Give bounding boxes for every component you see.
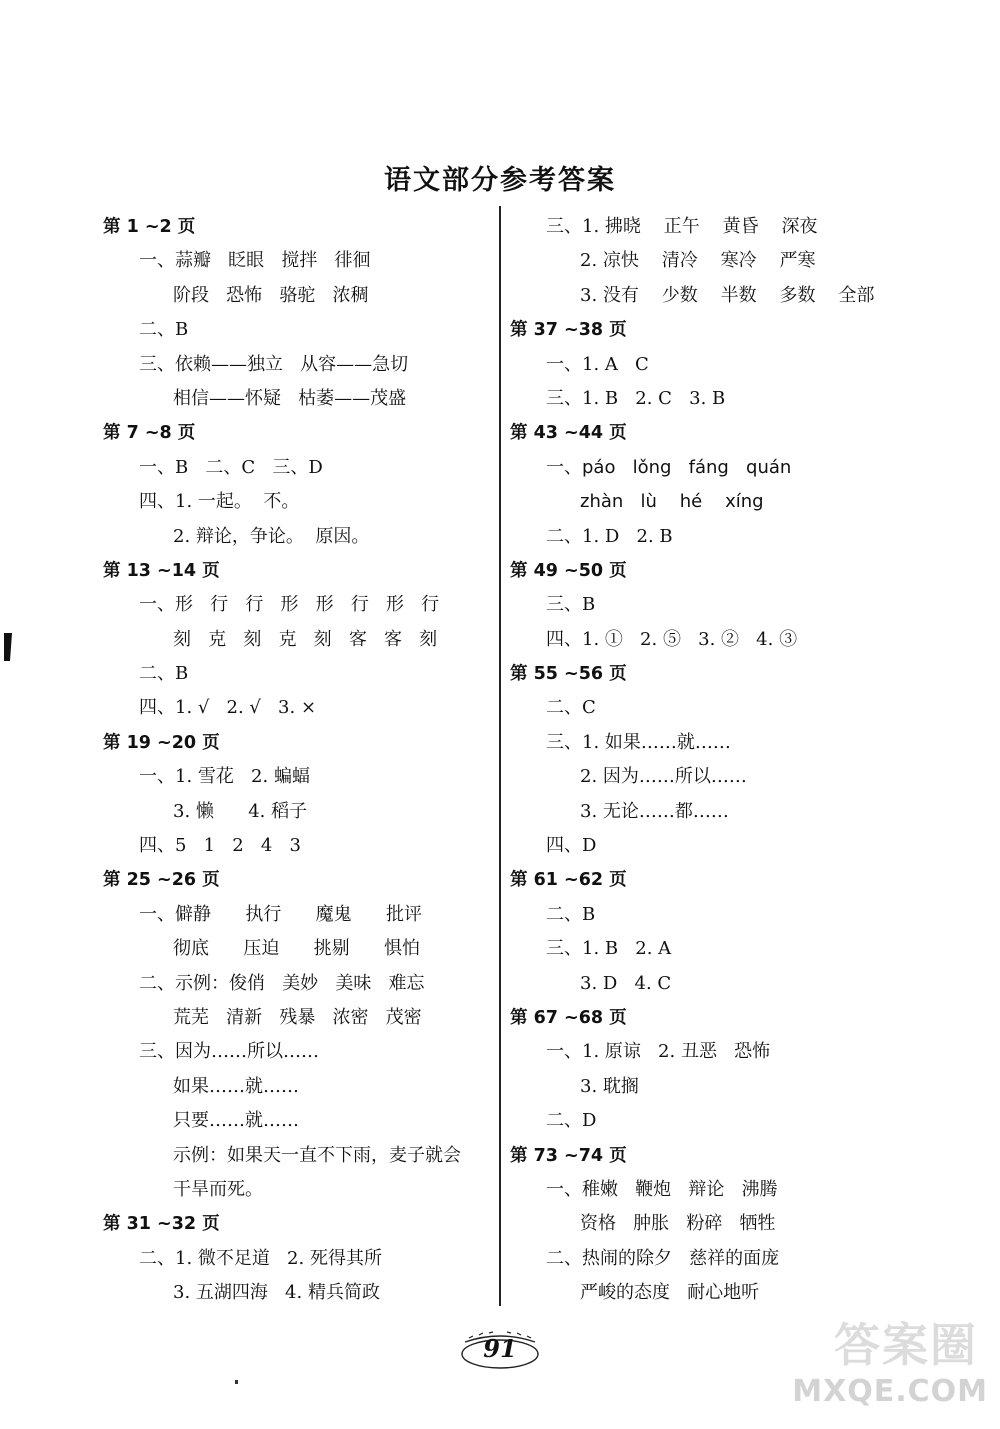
answer-line: 一、B 二、C 三、D — [139, 456, 323, 478]
answer-line: 二、C — [546, 697, 596, 719]
section-heading: 第 13 ~14 页 — [103, 560, 220, 581]
section-heading: 第 7 ~8 页 — [103, 423, 196, 444]
answer-line: 一、蒜瓣 眨眼 搅拌 徘徊 — [139, 250, 371, 272]
left-column — [103, 210, 493, 1311]
answer-line: 荒芜 清新 残暴 浓密 茂密 — [173, 1006, 422, 1028]
answer-line: 二、1. 微不足道 2. 死得其所 — [139, 1247, 382, 1269]
answer-line: 二、B — [546, 903, 596, 925]
page-number: 91 — [483, 1334, 517, 1363]
watermark — [792, 1309, 988, 1409]
answer-line: 彻底 压迫 挑剔 惧怕 — [173, 938, 420, 960]
answer-line: 一、1. A C — [546, 353, 649, 375]
watermark-site: MXQE.COM — [792, 1374, 988, 1409]
section-heading: 第 73 ~74 页 — [510, 1145, 627, 1166]
answer-line: 三、1. 拂晓 正午 黄昏 深夜 — [546, 216, 818, 237]
answer-line: 3. D 4. C — [580, 972, 672, 994]
answer-line: 2. 因为……所以…… — [580, 766, 747, 788]
answer-line: 四、1. 一起。 不。 — [139, 491, 300, 513]
stray-dot — [235, 1380, 238, 1384]
answer-line: 一、páo lǒng fáng quán — [546, 456, 792, 478]
answer-line: 严峻的态度 耐心地听 — [580, 1282, 760, 1304]
answer-line: 四、5 1 2 4 3 — [139, 835, 301, 857]
answer-line: 3. 五湖四海 4. 精兵简政 — [173, 1282, 380, 1304]
answer-line: 一、形 行 行 形 形 行 形 行 — [139, 594, 440, 616]
answer-line: 三、依赖——独立 从容——急切 — [139, 353, 409, 375]
answer-line: 二、热闹的除夕 慈祥的面庞 — [546, 1247, 780, 1269]
page-title: 语文部分参考答案 — [384, 165, 616, 196]
answer-line: 四、D — [546, 835, 597, 857]
answer-line: 相信——怀疑 枯萎——茂盛 — [173, 387, 407, 409]
answer-line: 四、1. √ 2. √ 3. × — [139, 697, 317, 719]
section-heading: 第 37 ~38 页 — [510, 320, 627, 341]
answer-line: 二、1. D 2. B — [546, 525, 673, 547]
watermark-logo: 答案圈 — [834, 1318, 978, 1372]
section-heading: 第 55 ~56 页 — [510, 664, 627, 685]
section-heading: 第 67 ~68 页 — [510, 1007, 627, 1028]
answer-line: 3. 懒 4. 稻子 — [173, 800, 308, 822]
answer-line: zhàn lù hé xíng — [580, 491, 764, 513]
answer-line: 3. 无论……都…… — [580, 800, 729, 822]
answer-line: 三、因为……所以…… — [139, 1041, 319, 1063]
answer-line: 2. 辩论，争论。 原因。 — [173, 525, 370, 547]
answer-line: 一、1. 原谅 2. 丑恶 恐怖 — [546, 1041, 771, 1063]
section-heading: 第 49 ~50 页 — [510, 560, 627, 581]
margin-mark — [4, 633, 12, 661]
answer-line: 资格 肿胀 粉碎 牺牲 — [580, 1213, 776, 1235]
answer-line: 三、1. B 2. C 3. B — [546, 387, 726, 409]
answer-line: 一、稚嫩 鞭炮 辩论 沸腾 — [546, 1178, 778, 1200]
section-heading: 第 19 ~20 页 — [103, 732, 220, 753]
section-heading: 第 61 ~62 页 — [510, 870, 627, 891]
section-heading: 第 1 ~2 页 — [103, 217, 196, 237]
answer-line: 刻 克 刻 克 刻 客 客 刻 — [173, 628, 438, 650]
page-number-badge — [455, 1328, 545, 1370]
answer-line: 示例：如果天一直不下雨，麦子就会 — [173, 1144, 461, 1166]
answer-line: 干旱而死。 — [173, 1178, 263, 1200]
section-heading: 第 25 ~26 页 — [103, 870, 220, 891]
answer-line: 3. 没有 少数 半数 多数 全部 — [580, 284, 875, 306]
answer-line: 如果……就…… — [173, 1075, 299, 1097]
section-heading: 第 43 ~44 页 — [510, 423, 627, 444]
answer-line: 阶段 恐怖 骆驼 浓稠 — [173, 284, 369, 306]
answer-line: 只要……就…… — [173, 1110, 299, 1132]
answer-line: 三、1. B 2. A — [546, 938, 672, 960]
answer-line: 二、D — [546, 1110, 597, 1132]
answer-line: 3. 耽搁 — [580, 1075, 639, 1097]
column-divider — [499, 206, 501, 1306]
answer-line: 三、1. 如果……就…… — [546, 731, 731, 753]
answer-line: 二、B — [139, 663, 189, 685]
answer-line: 二、示例：俊俏 美妙 美味 难忘 — [139, 972, 425, 994]
answer-line: 一、僻静 执行 魔鬼 批评 — [139, 903, 422, 925]
right-column — [510, 210, 910, 1311]
answer-line: 三、B — [546, 594, 596, 616]
answer-line: 二、B — [139, 319, 189, 341]
answer-line: 四、1. ① 2. ⑤ 3. ② 4. ③ — [546, 628, 798, 650]
answer-line: 一、1. 雪花 2. 蝙蝠 — [139, 766, 310, 788]
section-heading: 第 31 ~32 页 — [103, 1214, 220, 1235]
answer-line: 2. 凉快 清冷 寒冷 严寒 — [580, 250, 816, 272]
